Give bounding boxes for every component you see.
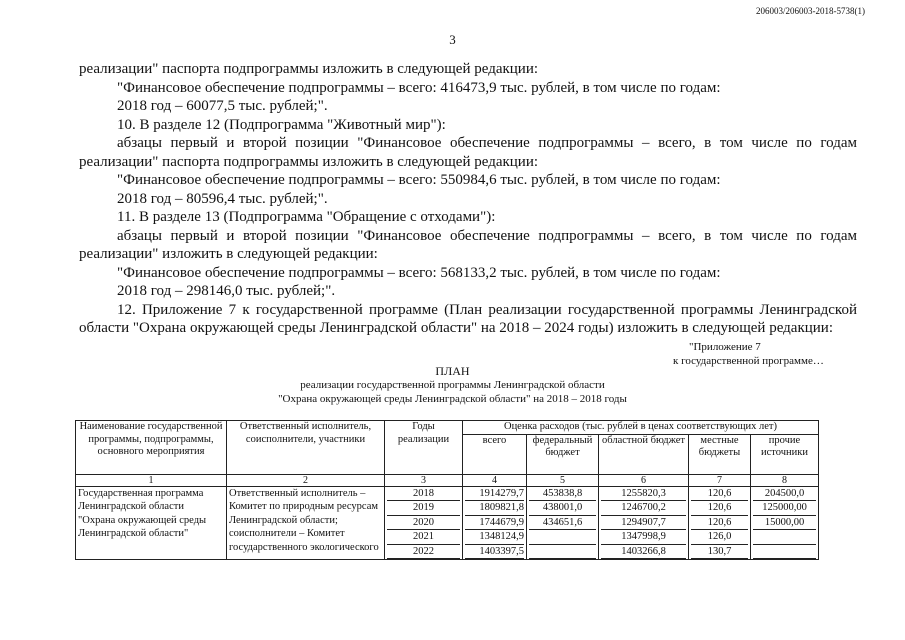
plan-table	[75, 420, 819, 560]
column-number: 7	[689, 474, 751, 486]
column-number: 4	[463, 474, 527, 486]
header-total: всего	[463, 434, 527, 474]
body-line: "Финансовое обеспечение подпрограммы – всего: 550984,6 тыс. рублей, в том числе по годам:	[117, 172, 721, 188]
body-line: "Финансовое обеспечение подпрограммы – всего: 416473,9 тыс. рублей, в том числе по годам:	[117, 79, 721, 96]
body-line: реализации" паспорта подпрограммы изложить в следующей редакции:	[79, 61, 539, 77]
plan-subtitle-2: "Охрана окружающей среды Ленинградской области" на 2018 – 2018 годы	[278, 393, 627, 405]
header-estimate: Оценка расходов (тыс. рублей в ценах соответствующих лет)	[463, 421, 819, 435]
table-data-row	[76, 486, 819, 560]
column-number: 3	[385, 474, 463, 486]
body-line: области "Охрана окружающей среды Ленинградской области" на 2018 – 2024 годы) изложить в следующей редакции:	[79, 320, 833, 336]
cell-line: государственного экологического	[229, 541, 379, 553]
value-total: 1403397,5	[465, 545, 524, 560]
plan-heading	[0, 364, 905, 406]
header-federal: федеральный бюджет	[527, 434, 599, 474]
body-line: 2018 год – 60077,5 тыс. рублей;".	[117, 98, 328, 114]
value-total: 1809821,8	[465, 501, 524, 516]
header-name: Наименование государственной программы, подпрограммы, основного мероприятия	[76, 421, 227, 475]
value-local: 120,6	[691, 516, 748, 531]
value-federal	[529, 530, 596, 545]
body-text	[79, 60, 857, 338]
body-line: 10. В разделе 12 (Подпрограмма "Животный мир"):	[117, 116, 446, 133]
federal-cell	[527, 486, 599, 560]
value-local: 120,6	[691, 501, 748, 516]
value-other	[753, 545, 816, 560]
value-year: 2018	[387, 487, 460, 502]
body-line: 11. В разделе 13 (Подпрограмма "Обращение с отходами"):	[117, 209, 496, 225]
appendix-line-1: "Приложение 7	[689, 341, 761, 353]
column-number: 6	[599, 474, 689, 486]
total-cell	[463, 486, 527, 560]
body-line: "Финансовое обеспечение подпрограммы – всего: 568133,2 тыс. рублей, в том числе по годам:	[117, 264, 721, 281]
value-other: 125000,00	[753, 501, 816, 516]
column-number: 8	[751, 474, 819, 486]
value-total: 1914279,7	[465, 487, 524, 502]
value-regional: 1347998,9	[601, 530, 686, 545]
header-other: прочие источники	[751, 434, 819, 474]
document-id: 206003/206003-2018-5738(1)	[756, 6, 865, 16]
value-other	[753, 530, 816, 545]
body-line: 2018 год – 298146,0 тыс. рублей;".	[117, 283, 336, 299]
cell-line: Ответственный исполнитель –	[229, 487, 366, 499]
other-cell	[751, 486, 819, 560]
header-local: местные бюджеты	[689, 434, 751, 474]
value-year: 2021	[387, 530, 460, 545]
column-number: 1	[76, 474, 227, 486]
cell-line: Комитет по природным ресурсам	[229, 501, 379, 512]
value-regional: 1294907,7	[601, 516, 686, 531]
value-year: 2019	[387, 501, 460, 516]
value-federal: 438001,0	[529, 501, 596, 516]
value-year: 2022	[387, 545, 460, 560]
years-cell	[385, 486, 463, 560]
value-local: 130,7	[691, 545, 748, 560]
value-federal: 434651,6	[529, 516, 596, 531]
body-line: реализации" паспорта подпрограммы изложить в следующей редакции:	[79, 153, 539, 170]
header-regional: областной бюджет	[599, 434, 689, 474]
plan-subtitle-1: реализации государственной программы Ленинградской области	[300, 379, 605, 391]
body-line: абзацы первый и второй позиции "Финансовое обеспечение подпрограммы – всего, в том числе по годам	[117, 135, 857, 151]
page-number: 3	[449, 32, 456, 47]
column-number: 2	[227, 474, 385, 486]
value-total: 1744679,9	[465, 516, 524, 531]
table-header-row	[76, 421, 819, 435]
cell-line: "Охрана окружающей среды	[78, 514, 207, 526]
appendix-line-2: к государственной программе…	[673, 355, 824, 367]
cell-line: Ленинградской области;	[229, 514, 338, 526]
body-line: 2018 год – 80596,4 тыс. рублей;".	[117, 190, 328, 207]
regional-cell	[599, 486, 689, 560]
body-line: абзацы первый и второй позиции "Финансовое обеспечение подпрограммы – всего, в том числе по годам	[117, 227, 857, 244]
cell-line: Ленинградской области	[78, 501, 184, 512]
local-cell	[689, 486, 751, 560]
plan-title: ПЛАН	[435, 364, 470, 378]
value-other: 15000,00	[753, 516, 816, 531]
cell-line: Ленинградской области"	[78, 528, 189, 539]
value-regional: 1246700,2	[601, 501, 686, 516]
header-years: Годы реализации	[385, 421, 463, 475]
executor-cell	[227, 486, 385, 560]
value-local: 126,0	[691, 530, 748, 545]
value-other: 204500,0	[753, 487, 816, 502]
value-federal	[529, 545, 596, 560]
value-local: 120,6	[691, 487, 748, 502]
cell-line: соисполнители – Комитет	[229, 528, 345, 539]
value-total: 1348124,9	[465, 530, 524, 545]
header-executor: Ответственный исполнитель, соисполнители, участники	[227, 421, 385, 475]
value-federal: 453838,8	[529, 487, 596, 502]
program-name-cell	[76, 486, 227, 560]
value-year: 2020	[387, 516, 460, 531]
column-number: 5	[527, 474, 599, 486]
body-line: 12. Приложение 7 к государственной программе (План реализации государственной программы Ленинградской	[117, 301, 857, 318]
value-regional: 1403266,8	[601, 545, 686, 560]
body-line: реализации" изложить в следующей редакции:	[79, 246, 378, 262]
cell-line: Государственная программа	[78, 487, 204, 499]
value-regional: 1255820,3	[601, 487, 686, 502]
column-numbers-row	[76, 474, 819, 486]
